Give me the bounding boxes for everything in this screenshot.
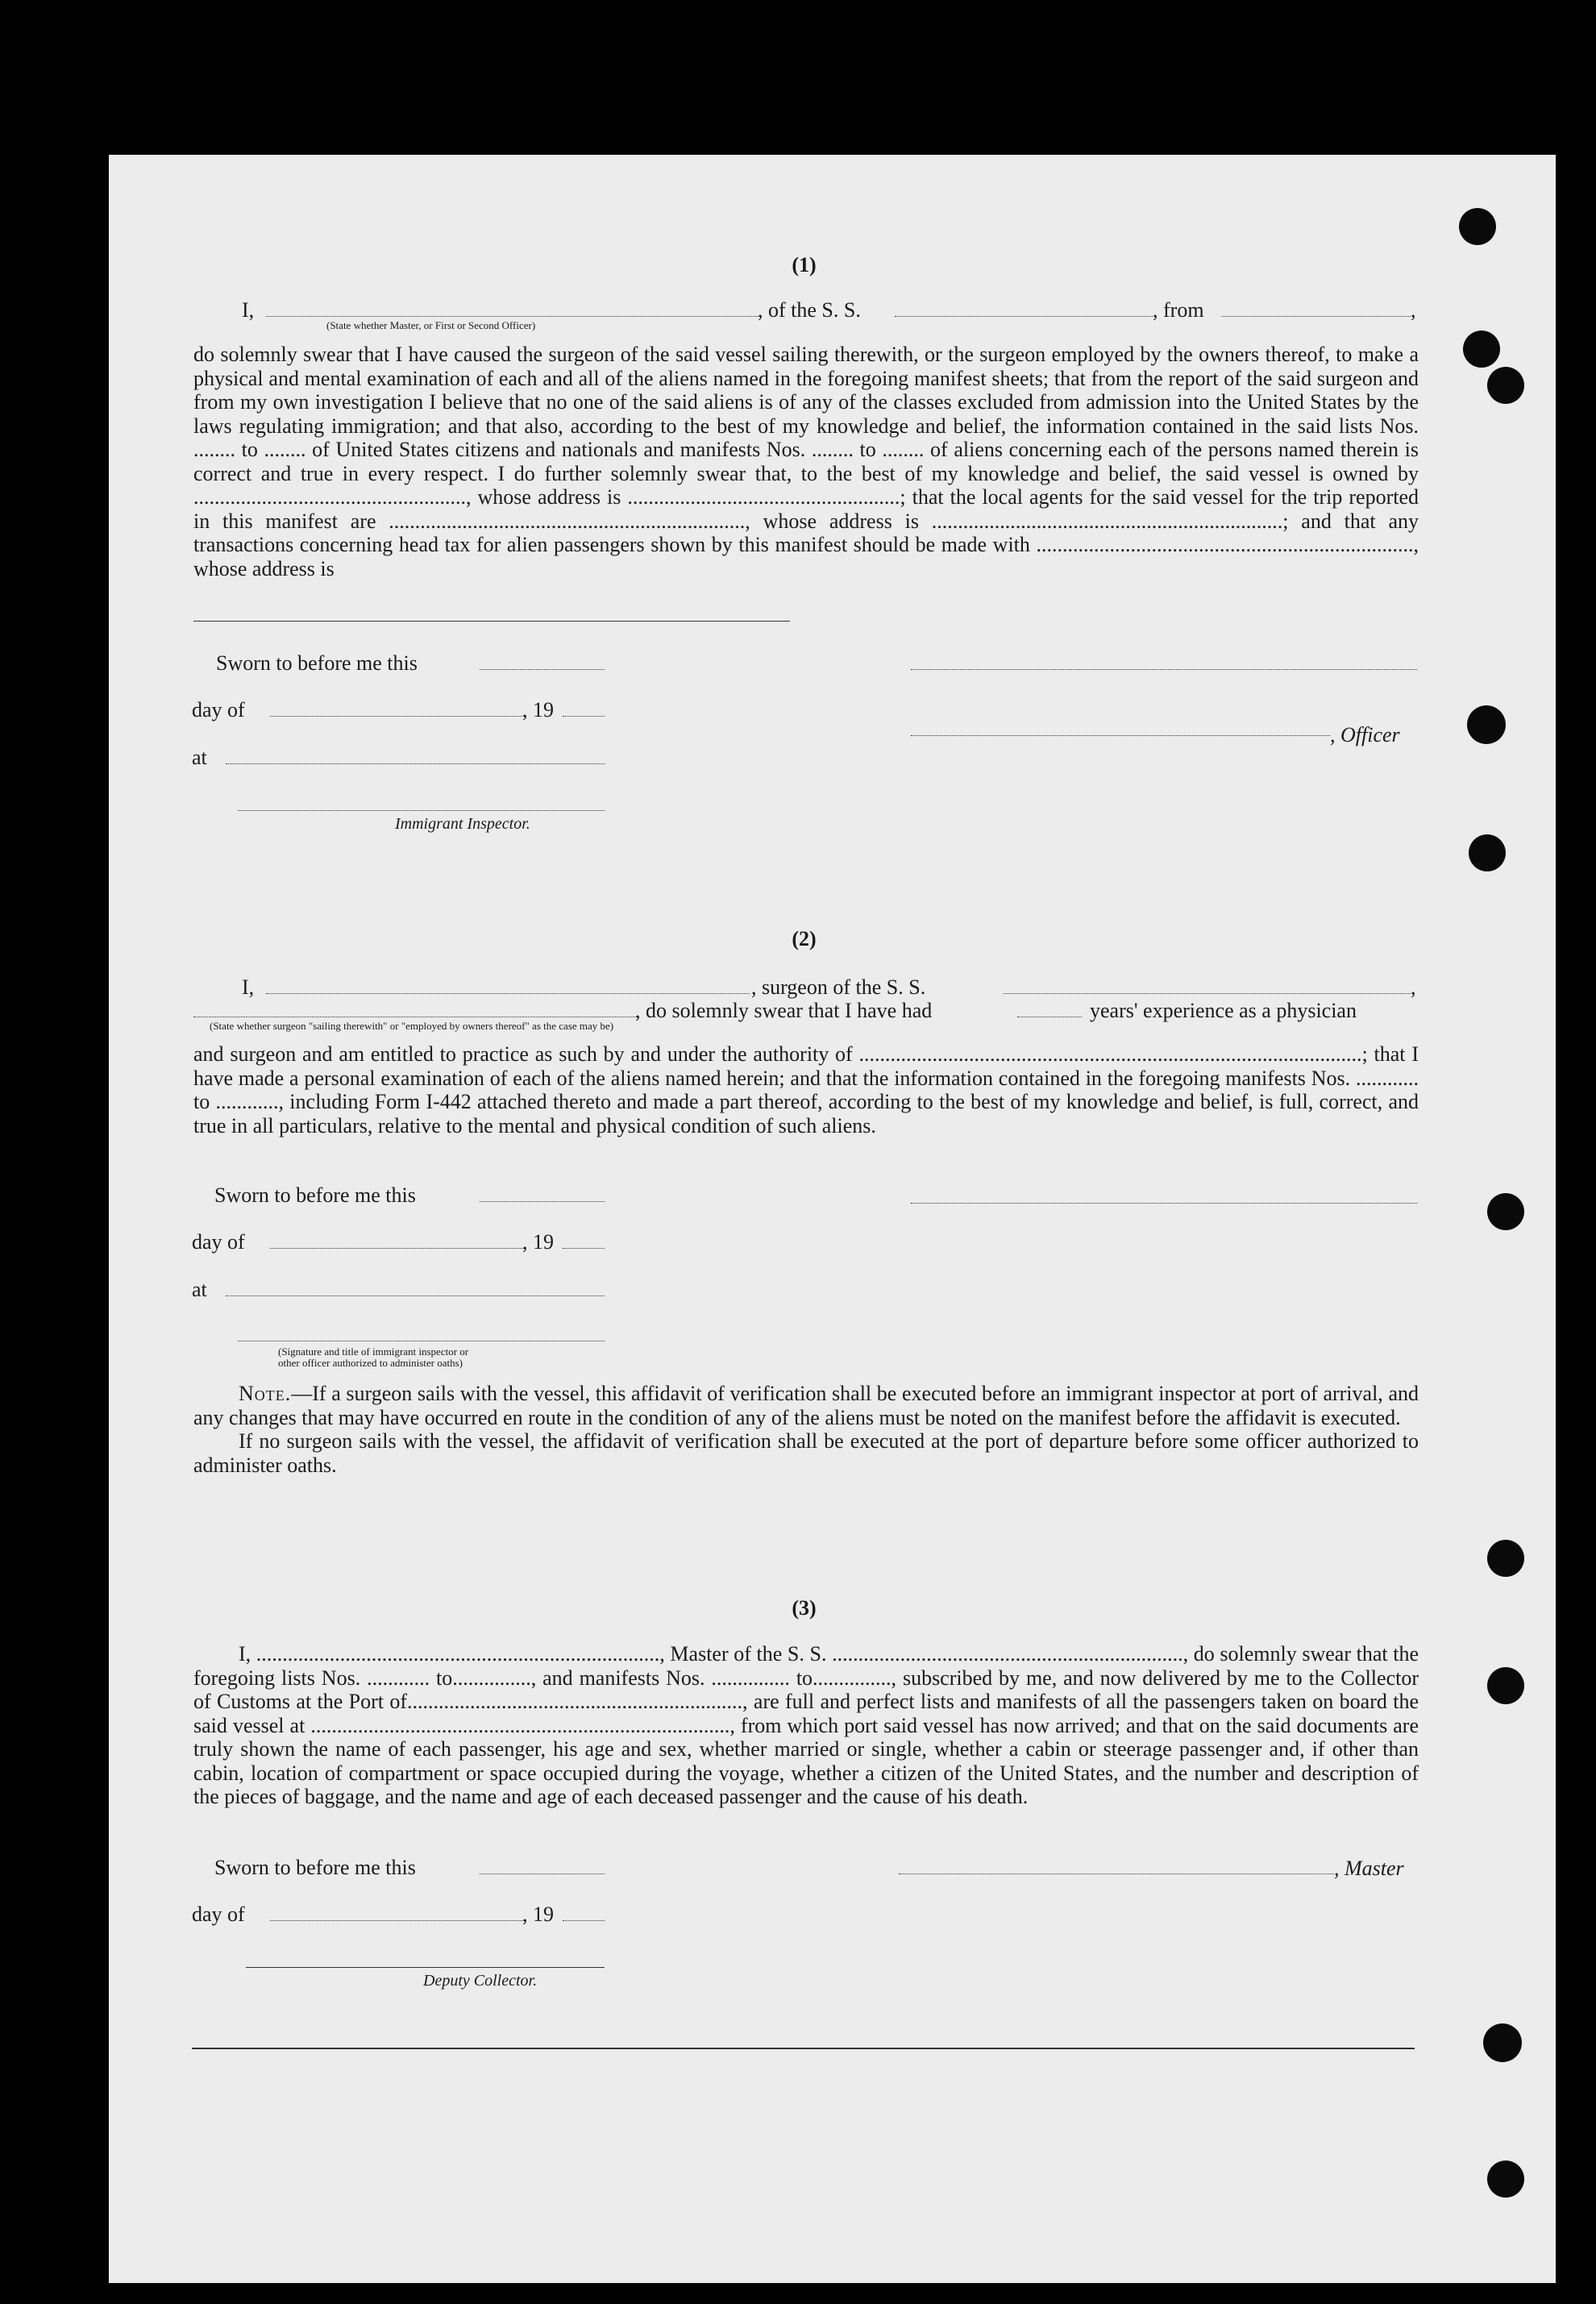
s2-surgeon-label: , surgeon of the S. S. [751,975,926,999]
s1-sworn-line [480,669,605,670]
s2-note-label: Note. [239,1382,292,1405]
binder-hole [1467,705,1506,744]
s1-day-line [270,716,524,717]
binder-hole [1469,834,1506,871]
s3-year-label: , 19 [522,1903,554,1926]
section-1-number: (1) [792,253,817,277]
binder-hole [1487,1193,1524,1230]
s2-ship-line [1004,993,1411,994]
s1-officer-name-line [911,735,1330,736]
s1-sworn-label: Sworn to before me this [216,651,418,675]
s2-status-caption: (State whether surgeon "sailing therewith" or "employed by owners thereof" as the case may be) [210,1020,614,1032]
s1-inspector-label: Immigrant Inspector. [395,815,530,833]
s1-day-of-label: day of [192,698,245,722]
s2-day-line [270,1248,524,1249]
s3-day-of-label: day of [192,1903,245,1926]
s1-oath-text [193,343,1419,580]
s3-oath-text [193,1642,1419,1809]
s2-solemn-label: , do solemnly swear that I have had [635,999,933,1022]
s2-note-2: If no surgeon sails with the vessel, the affidavit of verification shall be executed at the port of departure before some officer authorized to administer oaths. [193,1429,1419,1477]
s2-signature-caption-1: (Signature and title of immigrant inspector or [278,1345,469,1358]
s1-officer-line [266,316,762,317]
binder-hole [1459,208,1496,245]
s1-from-label: , from [1153,298,1204,322]
s3-sworn-label: Sworn to before me this [214,1856,416,1879]
s3-collector-line [246,1967,605,1968]
s2-i-label: I, [242,975,255,999]
s1-at-line [226,763,605,764]
s3-year-line [563,1920,605,1921]
s1-officer-label: , Officer [1330,723,1400,747]
s2-oath-text [193,1042,1419,1137]
s1-comma: , [1411,298,1416,322]
s2-day-of-label: day of [192,1230,245,1254]
s2-note-1-text: —If a surgeon sails with the vessel, this affidavit of verification shall be executed before an immigrant inspector at port of arrival, and any changes that may have occurred en route in the condition of any of the aliens must be noted on the manifest before the affidavit is executed. [193,1382,1419,1429]
s2-year-label: , 19 [522,1230,554,1254]
s2-signature-caption-2: other officer authorized to administer oaths) [278,1357,463,1369]
binder-hole [1463,331,1500,368]
s1-ship-line [895,316,1153,317]
binder-hole [1487,2161,1524,2198]
s2-at-line [226,1295,605,1296]
s2-sworn-line [480,1201,605,1202]
s2-comma: , [1411,975,1416,999]
s3-oath-paragraph: I, ............................................................................., Master of the S. S. ..................................................................., do solemnly swear that the foregoing lists Nos. ............ to..............., and manifests Nos. ............... to..............., subscribed by me, and now delivered by me to the Collector of Customs at the Port of................................................................, are full and perfect lists and manifests of all the passengers taken on board the said vessel at ................................................................................, from which port said vessel has now arrived; and that on the said documents are truly shown the name of each passenger, his age and sex, whether married or single, whether a cabin or steerage passenger and, if other than cabin, location of compartment or space occupied during the voyage, whether a citizen of the United States, and the number and description of the pieces of baggage, and the name and age of each deceased passenger and the cause of his death. [193,1642,1419,1808]
s1-officer-signature-line [911,669,1417,670]
s1-i-label: I, [242,298,255,322]
s1-oath-paragraph: do solemnly swear that I have caused the surgeon of the said vessel sailing therewith, or the surgeon employed by the owners thereof, to make a physical and mental examination of each and all of the aliens named in the foregoing manifest sheets; that from the report of the said surgeon and from my own investigation I believe that no one of the said aliens is of any of the classes excluded from admission into the United States by the laws regulating immigration; and that also, according to the best of my knowledge and belief, the information contained in the said lists Nos. ........ to ........ of United States citizens and nationals and manifests Nos. ........ to ........ of aliens concerning each of the persons named therein is correct and true in every respect. I do further solemnly swear that, to the best of my knowledge and belief, the said vessel is owned by ...................................................., whose address is ....................................................; that the local agents for the said vessel for the trip reported in this manifest are ...................................................................., whose address is ...................................................................; and that any transactions concerning head tax for alien passengers shown by this manifest should be made with ........................................................................, whose address is [193,343,1419,580]
s2-surgeon-signature-line [911,1203,1417,1204]
s1-address-line [193,621,790,622]
binder-hole [1487,1667,1524,1704]
s1-inspector-line [238,810,605,811]
section-3-number: (3) [792,1596,817,1620]
s2-note [193,1382,1419,1477]
s2-year-line [563,1248,605,1249]
bottom-rule [192,2048,1415,2049]
s1-officer-caption: (State whether Master, or First or Second Officer) [326,319,536,331]
s2-name-line [266,993,750,994]
s3-day-line [270,1920,524,1921]
section-2-number: (2) [792,927,817,950]
binder-hole [1487,1540,1524,1577]
s1-from-line [1221,316,1411,317]
s2-at-label: at [192,1278,207,1301]
s2-oath-paragraph: and surgeon and am entitled to practice as such by and under the authority of ................................................................................................; that I have made a personal examination of each of the aliens named herein; and that the information contained in the foregoing manifests Nos. ............ to ............, including Form I-442 attached thereto and made a part thereof, according to the best of my knowledge and belief, is full, correct, and true in all particulars, relative to the mental and physical condition of such aliens. [193,1042,1419,1137]
binder-hole [1487,367,1524,404]
s3-deputy-label: Deputy Collector. [423,1972,538,1990]
s1-year-line [563,716,605,717]
s1-at-label: at [192,746,207,769]
s2-years-label: years' experience as a physician [1090,999,1357,1022]
s3-master-label: , Master [1334,1857,1404,1880]
binder-hole [1483,2023,1522,2062]
s2-sworn-label: Sworn to before me this [214,1183,416,1207]
s1-year-label: , 19 [522,698,554,722]
s1-of-ss-label: , of the S. S. [758,298,861,322]
s2-note-1 [193,1382,1419,1429]
